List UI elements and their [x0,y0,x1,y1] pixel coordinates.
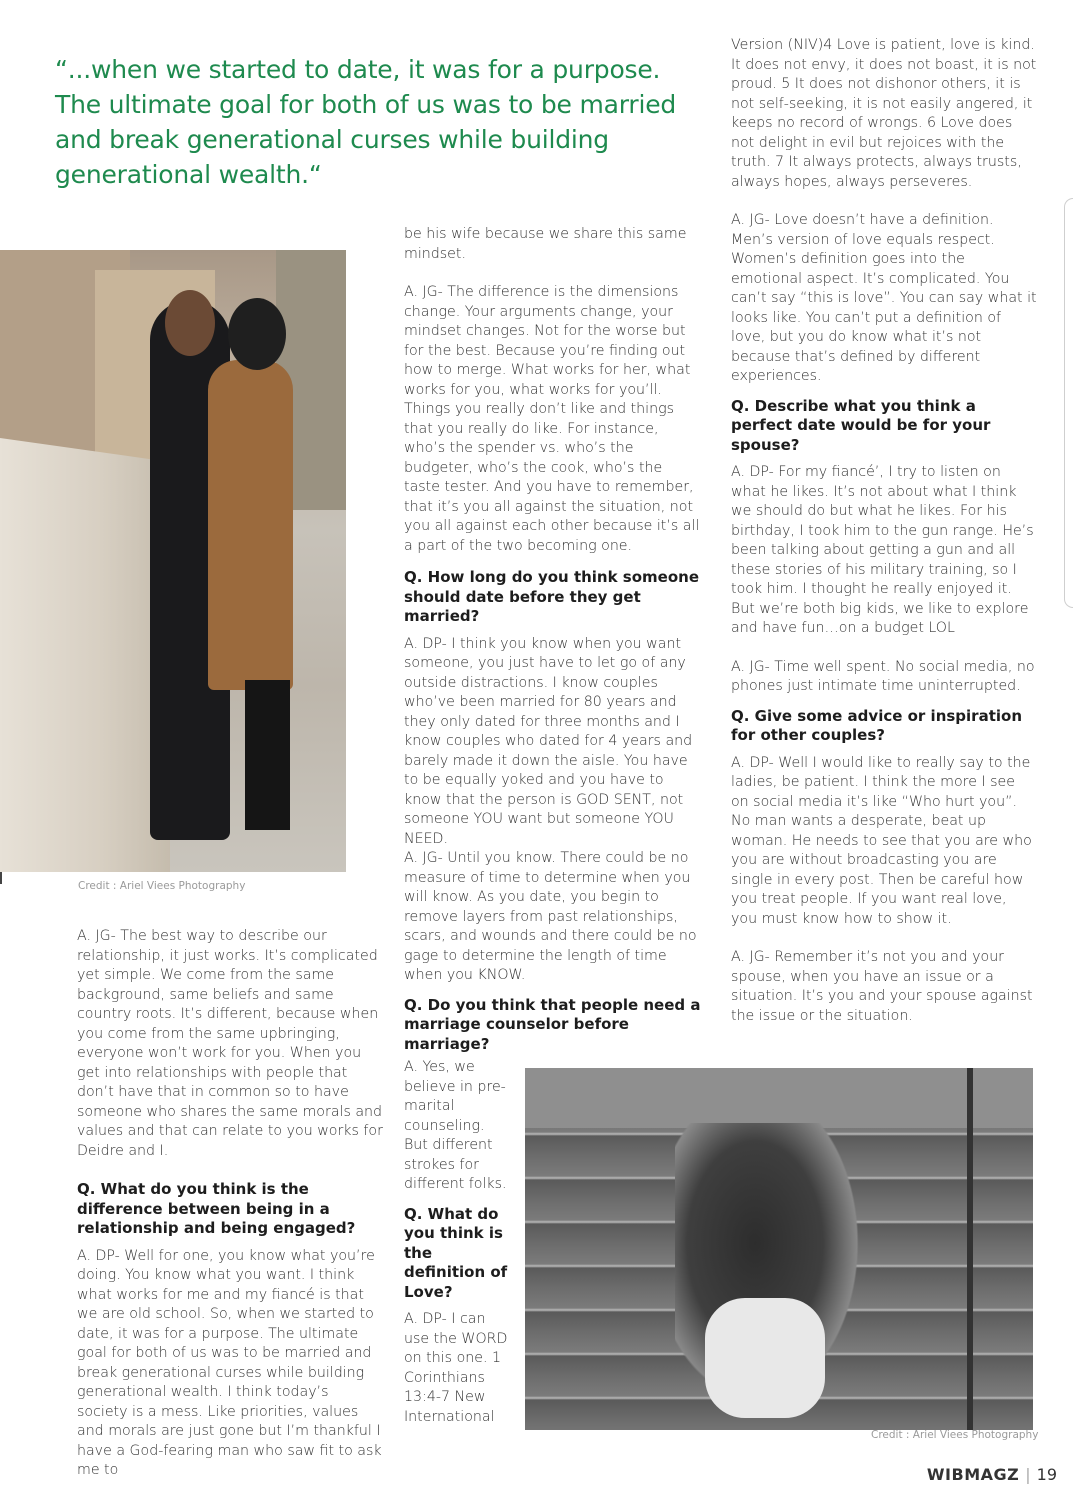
handrail [967,1068,973,1430]
photo-credit: Credit : Ariel Viees Photography [78,880,246,892]
answer-paragraph: A. DP- For my fiancé’, I try to listen on what he likes. It’s not about what I think we should do but what he likes. For his birthday, I took him to the gun range. He’s been talking about getting a gun and all these stories of his military training, so I took him. I thought he really enjoyed it. But we’re both big kids, we like to explore and have fun…on a budget LOL [731,464,1034,636]
answer-paragraph: A. JG- Love doesn’t have a definition. Men’s version of love equals respect. Women’s definition goes into the emotional aspect. It’s complicated. You can’t say “this is love”. You can say what it looks like. You can’t put a definition of love, but you do know what it’s not because that’s defined by different experiences. [731,212,1037,384]
middle-column [404,225,702,1062]
white-pants [705,1298,825,1418]
woman-head [228,298,286,370]
woman-legs [245,680,290,830]
answer-paragraph: A. JG- The difference is the dimensions change. Your arguments change, your mindset changes. Not for the worse but for the best. Because you’re finding out how to merge. What works for her, what works for you, what works for you’ll. Things you really don’t like and things that you really do like. For instance, who’s the spender vs. who’s the budgeter, who’s the cook, who’s the taste tester. And you have to remember, that it’s you all against the situation, not you all against each other because it’s all a part of the two becoming one. [404,284,700,554]
stone-ledge [0,438,170,872]
middle-narrow-column [404,1058,510,1427]
question-heading: Q. How long do you think someone should date before they get married? [404,568,700,625]
question-heading: Q. What do you think is the difference between being in a relationship and being engaged? [77,1180,356,1237]
answer-paragraph: be his wife because we share this same mindset. [404,226,687,262]
couple-photo [0,250,346,872]
answer-paragraph: A. JG- Time well spent. No social media, no phones just intimate time uninterrupted. [731,658,1035,694]
woman-figure [208,360,293,690]
answer-paragraph: A. JG- Until you know. There could be no measure of time to determine when you will know. As you date, you begin to remove layers from past relationships, scars, and wounds and there could be no gage to determine the length of time when you KNOW. [404,850,697,983]
answer-paragraph: A. DP- I think you know when you want someone, you just have to let go of any outside distractions. I know couples who’ve been married for 80 years and they only dated for three months and I know couples who dated for 4 years and barely made it down the aisle. You have to be equally yoked and you have to know that the person is GOD SENT, not someone YOU want but someone YOU NEED. [404,635,693,847]
page-number: 19 [1036,1465,1057,1484]
pull-quote: “...when we started to date, it was for a purpose. The ultimate goal for both of us was to be married and break generational curses while building generational wealth.“ [55,55,677,189]
answer-paragraph: A. DP- Well for one, you know what you’re doing. You know what you want. I think what works for me and my fiancé is that we are old school. So, when we started to date, it was for a purpose. The ultimate goal for both of us was to be married and break generational curses while building generational wealth. I think today’s society is a mess. Like priorities, values and morals are just gone but I’m thankful I have a God-fearing man who saw fit to ask me to [77,1247,382,1478]
man-head [165,290,215,356]
answer-paragraph: A. Yes, we believe in pre-marital counseling. But different strokes for different folks. [404,1059,507,1192]
answer-paragraph: A. JG- The best way to describe our relationship, it just works. It’s complicated yet simple. We come from the same background, same beliefs and same country roots. It’s different, because when you come from the same upbringing, everyone won’t work for you. When you get into relationships with people that don’t have that in common so to have someone who shares the same morals and values and that can relate to you works for Deidre and I. [77,928,383,1159]
wall-bg [525,1068,1033,1128]
answer-paragraph: A. DP- Well I would like to really say to the ladies, be patient. I think the more I see on social media it’s like “Who hurt you”. No man wants a desperate, beat up woman. He needs to see that you are who you are without broadcasting you are single in every post. Then be careful how you treat people. If you want real love, you must know how to show it. [731,754,1032,927]
question-heading: Q. Do you think that people need a marriage counselor before marriage? [404,995,701,1053]
edge-mark [0,872,2,884]
answer-paragraph: A. JG- Remember it’s not you and your spouse, when you have an issue or a situation. It’s you and your spouse against the issue or the situation. [731,949,1033,1024]
answer-paragraph: A. DP- I can use the WORD on this one. 1 Corinthians 13:4-7 New International [404,1311,508,1425]
page-footer [927,1465,1057,1484]
question-heading: Q. Describe what you think a perfect date would be for your spouse? [731,396,991,454]
page-edge-tab [1064,198,1073,608]
right-column [731,36,1037,1026]
magazine-brand: WIBMAGZ [926,1465,1020,1484]
left-column [77,927,383,1481]
question-heading: Q. What do you think is the definition of Love? [404,1204,508,1301]
stairs-photo [525,1068,1033,1430]
question-heading: Q. Give some advice or inspiration for other couples? [731,706,1022,744]
answer-paragraph: Version (NIV)4 Love is patient, love is kind. It does not envy, it does not boast, it is not proud. 5 It does not dishonor others, it is not self-seeking, it is not easily angered, it keeps no record of wrongs. 6 Love does not delight in evil but rejoices with the truth. 7 It always protects, always trusts, always hopes, always perseveres. [731,37,1037,190]
photo-credit: Credit : Ariel Viees Photography [871,1429,1039,1441]
footer-separator: | [1025,1465,1031,1484]
